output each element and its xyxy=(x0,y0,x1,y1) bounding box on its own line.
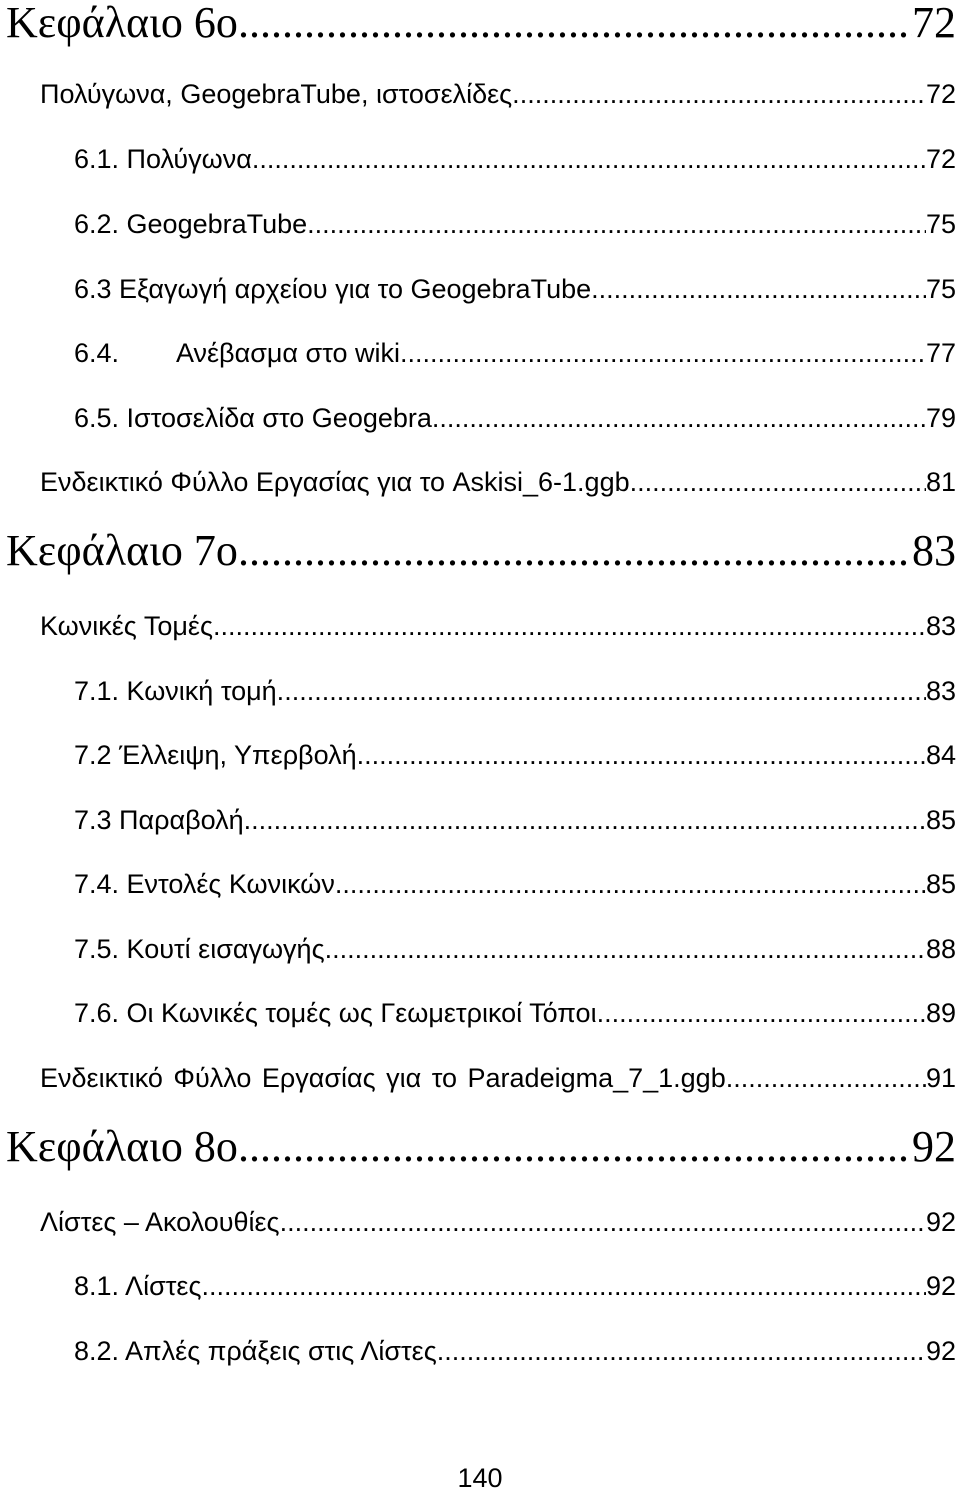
toc-chapter-7[interactable] xyxy=(6,526,956,576)
toc-entry-page: 75 xyxy=(925,209,956,239)
toc-entry-title: 7.3 Παραβολή. xyxy=(74,805,252,835)
dot-leader xyxy=(251,800,926,840)
dot-leader xyxy=(332,929,926,969)
toc-entry-title: Κεφάλαιο 8ο xyxy=(6,1122,238,1171)
dot-leader xyxy=(439,398,926,438)
toc-worksheet-7[interactable] xyxy=(40,1058,956,1098)
dot-leader xyxy=(280,1202,926,1242)
toc-entry-page: 79 xyxy=(925,403,956,433)
dot-leader xyxy=(444,1331,926,1371)
toc-entry-title: Ανέβασμα στο wiki. xyxy=(176,338,408,368)
toc-entry-page: 83 xyxy=(925,611,956,641)
toc-section-lists[interactable] xyxy=(40,1202,956,1242)
toc-entry-page: 88 xyxy=(925,934,956,964)
toc-entry-page: 84 xyxy=(925,740,956,770)
toc-item-7-2[interactable] xyxy=(74,735,956,775)
dot-leader xyxy=(213,606,926,646)
toc-entry-title: 7.2 Έλλειψη, Υπερβολή. xyxy=(74,740,365,770)
toc-entry-title: Κωνικές Τομές xyxy=(40,611,213,641)
toc-entry-page: 85 xyxy=(925,805,956,835)
toc-item-7-1[interactable] xyxy=(74,671,956,711)
toc-item-6-3[interactable] xyxy=(74,269,956,309)
dot-leader xyxy=(342,864,926,904)
dot-leader xyxy=(726,1058,926,1098)
toc-entry-page: 89 xyxy=(925,998,956,1028)
toc-chapter-6[interactable] xyxy=(6,0,956,48)
toc-item-8-1[interactable] xyxy=(74,1266,956,1306)
dot-leader xyxy=(599,269,926,309)
toc-entry-title: 7.1. Κωνική τομή. xyxy=(74,676,285,706)
dot-leader xyxy=(259,139,926,179)
toc-entry-page: 72 xyxy=(925,144,956,174)
toc-entry-title: Λίστες – Ακολουθίες xyxy=(40,1207,280,1237)
toc-entry-title: 6.3 Εξαγωγή αρχείου για το GeogebraTube. xyxy=(74,274,599,304)
dot-leader xyxy=(238,526,912,576)
toc-item-6-1[interactable] xyxy=(74,139,956,179)
toc-item-7-3[interactable] xyxy=(74,800,956,840)
toc-item-7-4[interactable] xyxy=(74,864,956,904)
toc-section-conics[interactable] xyxy=(40,606,956,646)
toc-item-6-2[interactable] xyxy=(74,204,956,244)
toc-entry-title: 7.5. Κουτί εισαγωγής. xyxy=(74,934,333,964)
toc-item-7-5[interactable] xyxy=(74,929,956,969)
toc-chapter-8[interactable] xyxy=(6,1122,956,1172)
toc-entry-title: 8.2. Απλές πράξεις στις Λίστες. xyxy=(74,1336,445,1366)
dot-leader xyxy=(520,74,926,114)
toc-entry-page: 92 xyxy=(925,1271,956,1301)
toc-entry-page: 83 xyxy=(912,526,956,575)
dot-leader xyxy=(284,671,926,711)
dot-leader xyxy=(315,204,926,244)
toc-entry-title: 8.1. Λίστες. xyxy=(74,1271,209,1301)
dot-leader xyxy=(238,1122,912,1172)
toc-entry-page: 92 xyxy=(912,1122,956,1171)
toc-entry-title: 7.4. Εντολές Κωνικών. xyxy=(74,869,343,899)
toc-item-6-4[interactable] xyxy=(74,333,956,373)
page-number: 140 xyxy=(457,1463,503,1493)
toc-entry-page: 72 xyxy=(912,0,956,47)
dot-leader xyxy=(630,462,926,502)
toc-entry-title: Ενδεικτικό Φύλλο Εργασίας για το Paradeigma_7_1.ggb xyxy=(40,1063,726,1093)
toc-entry-title: Πολύγωνα, GeogebraTube, ιστοσελίδες. xyxy=(40,79,520,109)
toc-entry-page: 72 xyxy=(925,79,956,109)
dot-leader xyxy=(604,993,926,1033)
toc-entry-title: 6.2. GeogebraTube. xyxy=(74,209,315,239)
toc-entry-page: 92 xyxy=(925,1207,956,1237)
toc-entry-page: 83 xyxy=(925,676,956,706)
toc-entry-page: 85 xyxy=(925,869,956,899)
toc-entry-page: 92 xyxy=(925,1336,956,1366)
dot-leader xyxy=(238,0,912,48)
toc-section-polygons[interactable] xyxy=(40,74,956,114)
toc-item-8-2[interactable] xyxy=(74,1331,956,1371)
toc-entry-number: 6.4. xyxy=(74,338,120,368)
dot-leader xyxy=(364,735,926,775)
toc-worksheet-6[interactable] xyxy=(40,462,956,502)
toc-entry-title: Κεφάλαιο 6ο xyxy=(6,0,238,47)
toc-entry-title: Κεφάλαιο 7ο xyxy=(6,526,238,575)
dot-leader xyxy=(209,1266,926,1306)
dot-leader xyxy=(408,333,926,373)
toc-entry-page: 75 xyxy=(925,274,956,304)
toc-entry-title: 7.6. Οι Κωνικές τομές ως Γεωμετρικοί Τόποι. xyxy=(74,998,605,1028)
toc-item-7-6[interactable] xyxy=(74,993,956,1033)
toc-entry-page: 77 xyxy=(925,338,956,368)
toc-entry-title: 6.1. Πολύγωνα. xyxy=(74,144,260,174)
toc-item-6-5[interactable] xyxy=(74,398,956,438)
toc-entry-page: 91 xyxy=(925,1063,956,1093)
toc-entry-title: 6.5. Ιστοσελίδα στο Geogebra. xyxy=(74,403,440,433)
toc-entry-title: Ενδεικτικό Φύλλο Εργασίας για το Askisi_6-1.ggb xyxy=(40,467,630,497)
toc-entry-page: 81 xyxy=(925,467,956,497)
